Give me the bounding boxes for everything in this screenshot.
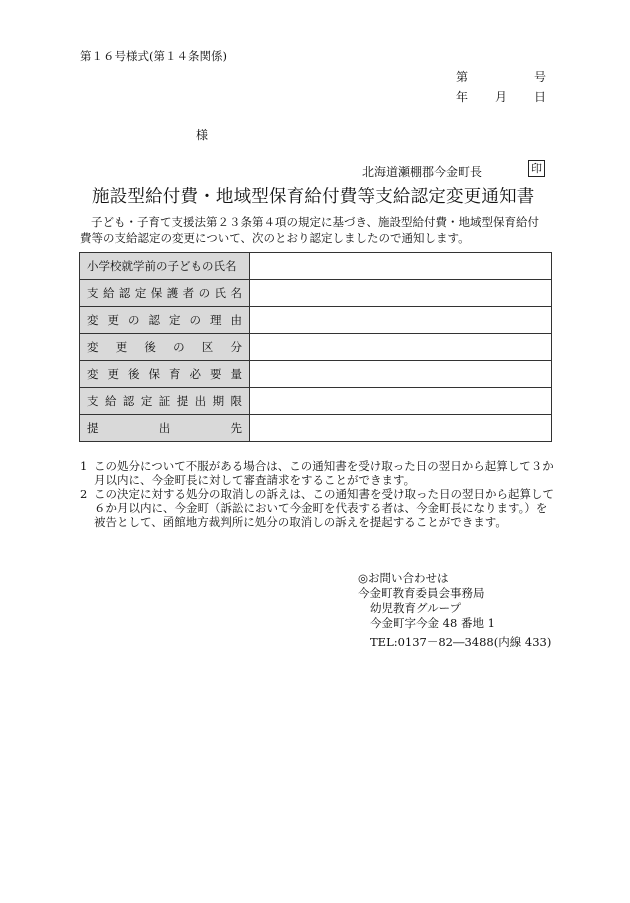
note-number: 1 bbox=[80, 459, 88, 473]
note-text: この決定に対する処分の取消しの訴えは、この通知書を受け取った日の翌日から起算して６か月以内に、今金町（訴訟において今金町を代表する者は、今金町長になります。）を被告として、函館地方裁判所に処分の取消しの訴えを提起することができます。 bbox=[94, 487, 554, 529]
row-label bbox=[80, 334, 250, 361]
note-item bbox=[80, 459, 555, 487]
date-year: 年 bbox=[456, 90, 469, 104]
notes bbox=[80, 459, 555, 529]
document-date bbox=[456, 88, 546, 105]
note-text: この処分について不服がある場合は、この通知書を受け取った日の翌日から起算して３か月以内に、今金町長に対して審査請求をすることができます。 bbox=[94, 459, 554, 487]
row-label-text: 支 給 認 定 保 護 者 の 氏 名 bbox=[87, 286, 242, 300]
row-value-field[interactable] bbox=[250, 388, 552, 415]
contact-info bbox=[358, 571, 551, 650]
row-value-field[interactable] bbox=[250, 253, 552, 280]
addressee-suffix: 様 bbox=[196, 128, 209, 142]
contact-org: 今金町教育委員会事務局 bbox=[358, 586, 485, 600]
table-row bbox=[80, 415, 552, 442]
doc-no-suffix: 号 bbox=[533, 70, 546, 84]
row-label bbox=[80, 307, 250, 334]
note-item bbox=[80, 487, 555, 529]
row-label-text: 変 更 後 保 育 必 要 量 bbox=[87, 367, 242, 381]
intro-text bbox=[80, 214, 555, 246]
row-label-text: 提 出 先 bbox=[87, 421, 242, 435]
contact-address: 今金町字今金 48 番地 1 bbox=[370, 616, 495, 630]
row-value-field[interactable] bbox=[250, 334, 552, 361]
certification-table bbox=[79, 252, 552, 442]
note-number: 2 bbox=[80, 487, 88, 501]
document-number bbox=[456, 68, 546, 85]
row-label bbox=[80, 415, 250, 442]
contact-heading: ◎お問い合わせは bbox=[358, 571, 449, 585]
row-value-field[interactable] bbox=[250, 307, 552, 334]
document-title: 施設型給付費・地域型保育給付費等支給認定変更通知書 bbox=[92, 187, 535, 207]
row-label bbox=[80, 388, 250, 415]
table-row bbox=[80, 280, 552, 307]
row-label bbox=[80, 361, 250, 388]
row-label bbox=[80, 280, 250, 307]
doc-no-prefix: 第 bbox=[456, 70, 469, 84]
row-value-field[interactable] bbox=[250, 361, 552, 388]
seal-mark: 印 bbox=[528, 160, 545, 177]
date-day: 日 bbox=[533, 90, 546, 104]
row-label-text: 変 更 後 の 区 分 bbox=[87, 340, 242, 354]
row-value-field[interactable] bbox=[250, 415, 552, 442]
issuer-name: 北海道瀬棚郡今金町長 bbox=[362, 165, 483, 179]
row-label-text: 支 給 認 定 証 提 出 期 限 bbox=[87, 394, 242, 408]
table-row bbox=[80, 388, 552, 415]
contact-tel: TEL:0137－82―3488(内線 433) bbox=[370, 635, 552, 649]
table-row bbox=[80, 307, 552, 334]
table-row bbox=[80, 361, 552, 388]
row-label-text: 変 更 の 認 定 の 理 由 bbox=[87, 313, 242, 327]
form-number: 第１６号様式(第１４条関係) bbox=[80, 49, 227, 63]
table-row bbox=[80, 334, 552, 361]
date-month: 月 bbox=[494, 90, 507, 104]
table-row bbox=[80, 253, 552, 280]
row-label: 小学校就学前の子どもの氏名 bbox=[80, 253, 250, 280]
contact-dept: 幼児教育グループ bbox=[370, 601, 462, 615]
intro-line-2: 費等の支給認定の変更について、次のとおり認定しましたので通知します。 bbox=[80, 231, 470, 245]
intro-line-1: 子ども・子育て支援法第２３条第４項の規定に基づき、施設型給付費・地域型保育給付 bbox=[91, 215, 540, 229]
row-value-field[interactable] bbox=[250, 280, 552, 307]
